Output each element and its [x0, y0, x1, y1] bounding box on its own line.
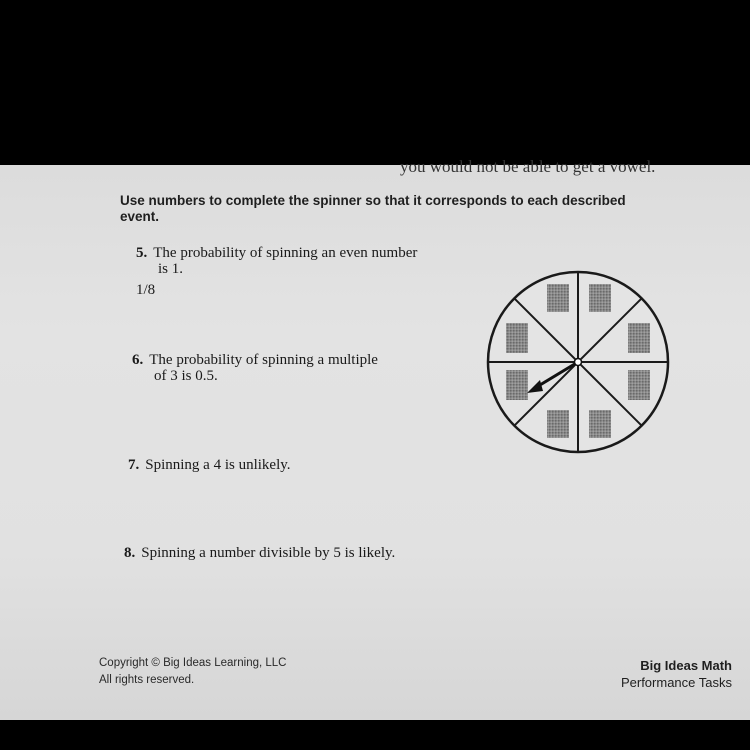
spinner-box-3[interactable] — [628, 323, 650, 353]
copyright — [99, 655, 286, 689]
problem-number: 6. — [132, 352, 144, 368]
spinner-box-4[interactable] — [628, 370, 650, 400]
spinner-box-5[interactable] — [589, 410, 611, 438]
instructions: Use numbers to complete the spinner so that it corresponds to each described event. — [120, 193, 626, 224]
book-subtitle: Performance Tasks — [620, 675, 732, 690]
spinner-box-8[interactable] — [506, 323, 528, 353]
problem-text: Spinning a 4 is unlikely. — [145, 457, 291, 473]
cut-off-text: you would not be able to get a vowel. — [400, 157, 656, 176]
problem-text: The probability of spinning an even number — [153, 245, 418, 261]
handwritten-answer: 1/8 — [136, 282, 156, 298]
problem-text: Spinning a number divisible by 5 is likely. — [141, 545, 396, 561]
problem-text: The probability of spinning a multiple — [149, 352, 378, 368]
spinner-center — [575, 359, 582, 366]
problem-number: 8. — [124, 545, 136, 561]
problem-text-cont: of 3 is 0.5. — [154, 368, 218, 384]
problem-text-cont: is 1. — [158, 261, 184, 277]
problem-number: 5. — [136, 245, 148, 261]
brand-name: Big Ideas Math — [640, 658, 732, 673]
spinner-diagram — [483, 267, 673, 457]
problem-6 — [132, 352, 378, 384]
problem-7 — [128, 457, 291, 473]
spinner-box-2[interactable] — [589, 284, 611, 312]
spinner-box-6[interactable] — [547, 410, 569, 438]
spinner-box-7[interactable] — [506, 370, 528, 400]
problem-8 — [124, 545, 395, 561]
copyright-line: Copyright © Big Ideas Learning, LLC — [99, 657, 287, 669]
rights-line: All rights reserved. — [99, 674, 195, 686]
problem-5 — [136, 245, 417, 277]
spinner-box-1[interactable] — [547, 284, 569, 312]
problem-number: 7. — [128, 457, 140, 473]
worksheet-page — [0, 157, 750, 720]
publisher-info — [621, 657, 732, 691]
